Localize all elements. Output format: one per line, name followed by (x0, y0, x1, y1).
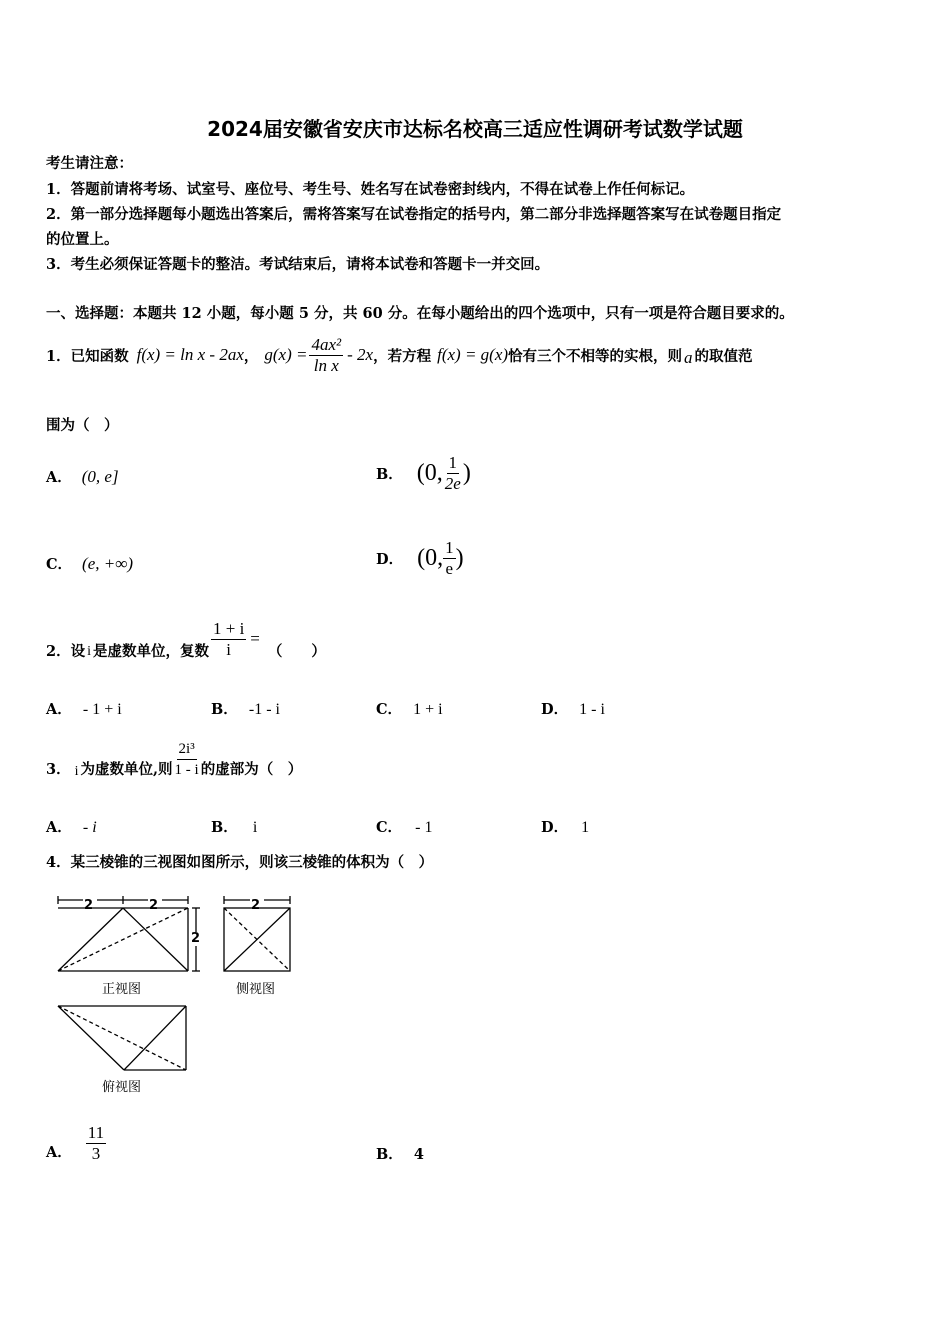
notice-item-2-cont: 的位置上。 (46, 231, 119, 248)
q2-numerator: 1 + i (212, 618, 245, 638)
notice-heading: 考生请注意： (46, 155, 133, 172)
q1-f-definition: f(x) = ln x - 2ax (136, 345, 244, 364)
q1-option-d-den: e (445, 558, 454, 578)
q2-option-d[interactable] (541, 698, 605, 719)
front-dim-right: 2 (149, 898, 159, 913)
q1-prefix: 1．已知函数 (46, 347, 129, 365)
top-view-label: 俯视图 (102, 1080, 142, 1095)
q2-option-d-value: 1 - i (579, 701, 605, 718)
q3-option-b[interactable] (211, 816, 257, 837)
q1-option-c-value: (e, +∞) (82, 553, 134, 573)
q1-option-a-label: A． (46, 469, 72, 486)
q2-option-c[interactable] (376, 698, 443, 719)
q1-mid: ，若方程 (373, 347, 432, 365)
q2-option-a[interactable] (46, 698, 122, 719)
q1-option-b-num: 1 (448, 452, 458, 472)
q1-option-d-num: 1 (445, 537, 454, 557)
section-heading: 一、选择题：本题共 12 小题，每小题 5 分，共 60 分。在每小题给出的四个选项中，只有一项是符合题目要求的。 (46, 305, 794, 322)
q2-equals: = (250, 629, 260, 648)
q1-g-numerator: 4ax² (311, 334, 342, 354)
q2-option-a-value: - 1 + i (82, 701, 122, 718)
front-dim-left: 2 (84, 898, 94, 913)
q2-option-c-value: 1 + i (413, 701, 443, 718)
q1-variable: a (684, 348, 693, 367)
q1-option-d-fraction (443, 538, 456, 579)
q1-option-b-den: 2e (444, 473, 461, 493)
q4-option-a-den: 3 (91, 1143, 101, 1163)
q1-option-d-label: D． (376, 550, 404, 568)
q1-option-a-value: (0, e] (81, 466, 119, 486)
q4-option-b-label: B． (376, 1146, 403, 1163)
q2-option-b-label: B． (211, 701, 238, 718)
question-2 (46, 616, 326, 662)
notice-item-3: 3．考生必须保证答题卡的整洁。考试结束后，请将本试卷和答题卡一并交回。 (46, 256, 550, 273)
q3-option-c[interactable] (376, 816, 432, 837)
q1-comma: ， (243, 347, 259, 365)
q1-g-tail: - 2x (347, 345, 374, 364)
front-dim-height: 2 (191, 931, 201, 946)
question-3 (46, 734, 302, 784)
q1-option-d-open: (0, (417, 544, 444, 571)
q1-line-2: 围为（ ） (46, 417, 119, 434)
q3-option-d-label: D． (541, 819, 569, 836)
q1-suffix: 恰有三个不相等的实根，则 (508, 347, 683, 365)
q3-option-a-label: A． (46, 819, 72, 836)
notice-item-1: 1．答题前请将考场、试室号、座位号、考生号、姓名写在试卷密封线内，不得在试卷上作任何标记。 (46, 181, 695, 198)
q3-option-d[interactable] (541, 816, 589, 837)
q3-option-c-value: - 1 (415, 819, 433, 836)
q3-option-b-label: B． (211, 819, 238, 836)
front-view-label: 正视图 (102, 982, 142, 997)
q1-option-b-label: B． (376, 465, 403, 483)
q3-mid: 为虚数单位,则 (80, 760, 173, 778)
question-4: 4．某三棱锥的三视图如图所示，则该三棱锥的体积为（ ） (46, 854, 434, 871)
side-view-label: 侧视图 (236, 982, 276, 997)
q2-prefix: 2．设 (46, 642, 86, 660)
q2-option-c-label: C． (376, 701, 403, 718)
notice-item-2: 2．第一部分选择题每小题选出答案后，需将答案写在试卷指定的括号内，第二部分非选择题答案写在试卷题目指定 (46, 206, 782, 223)
q3-imag-unit: i (74, 764, 79, 779)
q4-option-a[interactable] (46, 1118, 106, 1168)
q1-option-b-open: (0, (416, 459, 443, 486)
q2-mid: 是虚数单位，复数 (92, 642, 209, 660)
page-title: 2024届安徽省安庆市达标名校高三适应性调研考试数学试题 (207, 117, 743, 141)
q1-option-b-fraction (443, 453, 463, 494)
q2-option-d-label: D． (541, 701, 569, 718)
q1-g-denominator: ln x (313, 355, 339, 375)
q1-g-lhs: g(x) = (264, 345, 308, 364)
q4-option-a-num: 11 (87, 1122, 105, 1142)
q2-option-b-value: -1 - i (248, 701, 280, 718)
q2-paren: （ ） (267, 642, 326, 660)
q1-end: 的取值范 (694, 347, 753, 365)
q1-option-d-close: ) (455, 544, 464, 571)
q3-option-a-value: - i (82, 819, 97, 836)
q4-option-a-label: A． (46, 1143, 72, 1161)
q3-option-c-label: C． (376, 819, 403, 836)
q3-option-b-value: i (252, 819, 258, 836)
q1-option-b[interactable] (376, 448, 471, 498)
q3-option-d-value: 1 (581, 819, 590, 836)
side-dim-top: 2 (251, 898, 261, 913)
q3-denominator: 1 - i (174, 761, 199, 778)
q2-option-a-label: A． (46, 701, 72, 718)
q4-option-b[interactable] (376, 1143, 424, 1164)
q3-suffix: 的虚部为（ ） (200, 760, 303, 778)
q3-prefix: 3． (46, 760, 71, 778)
q1-option-c-label: C． (46, 556, 73, 573)
q2-denominator: i (226, 639, 231, 659)
q1-equation: f(x) = g(x) (437, 345, 509, 364)
q1-option-d[interactable] (376, 533, 464, 583)
q1-option-b-close: ) (462, 459, 471, 486)
three-view-figure (46, 888, 306, 1098)
q3-option-a[interactable] (46, 816, 97, 837)
q1-option-a[interactable] (46, 466, 119, 487)
q1-g-fraction (309, 335, 343, 376)
question-1 (46, 330, 753, 380)
q4-option-a-fraction (86, 1123, 106, 1164)
q2-option-b[interactable] (211, 698, 280, 719)
q2-fraction (211, 619, 246, 660)
q3-numerator: 2i³ (177, 739, 197, 760)
q2-imag-unit: i (87, 644, 91, 659)
q4-option-b-value: 4 (413, 1146, 424, 1163)
q1-option-c[interactable] (46, 553, 133, 574)
q3-fraction (173, 739, 201, 780)
